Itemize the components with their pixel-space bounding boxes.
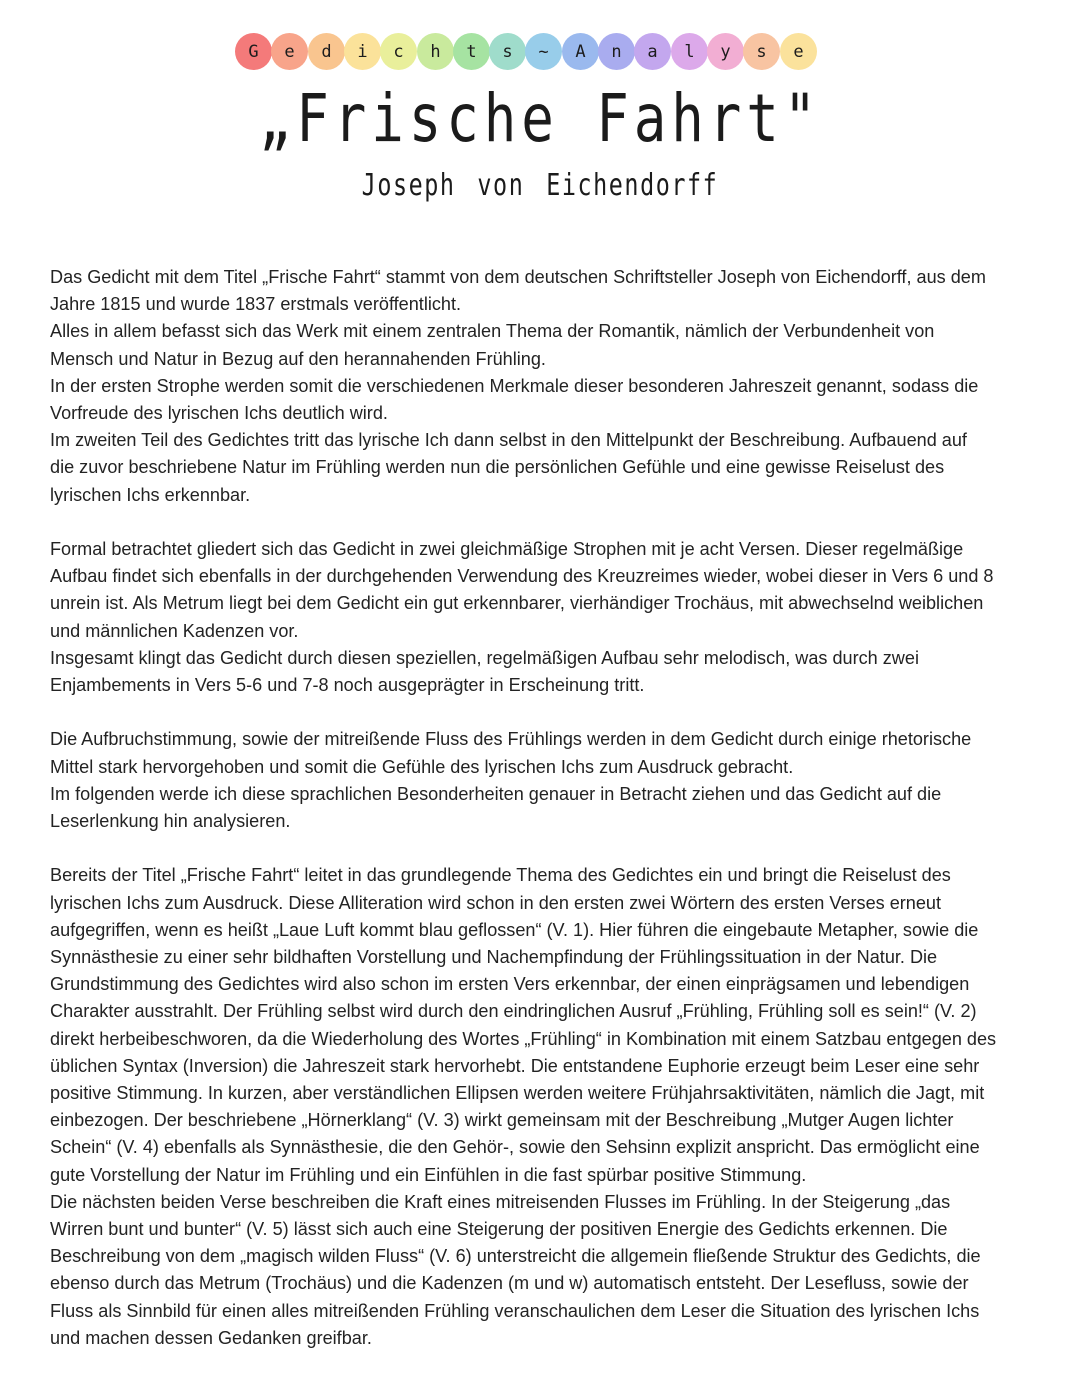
analysis-body xyxy=(50,264,1035,1352)
text-line: In der ersten Strophe werden somit die verschiedenen Merkmale dieser besonderen Jahreszeit genannt, sodass die xyxy=(50,375,979,396)
poem-title: „Frische Fahrt" xyxy=(258,80,822,157)
text-line: Insgesamt klingt das Gedicht durch diesen speziellen, regelmäßigen Aufbau sehr melodisch, was durch zwei xyxy=(50,647,919,668)
text-line: unrein ist. Als Metrum liegt bei dem Gedicht ein gut erkennbarer, vierhändiger Trochäus, mit abwechselnd weiblichen xyxy=(50,593,984,614)
badge-letter: s xyxy=(489,33,526,70)
badge-letter: A xyxy=(562,33,599,70)
text-line: und machen dessen Gedanken greifbar. xyxy=(50,1327,372,1348)
text-line: lyrischen Ichs zum Ausdruck. Diese Alliteration wird schon in den ersten zwei Wörtern des ersten Verses erneut xyxy=(50,892,942,913)
badge-letter: d xyxy=(308,33,345,70)
text-line: die zuvor beschriebene Natur im Frühling werden nun die persönlichen Gefühle und eine gewisse Reiselust des xyxy=(50,457,945,478)
badge-letter: s xyxy=(743,33,780,70)
text-line: Charakter ausstrahlt. Der Frühling selbst wird durch den eindringlichen Ausruf „Frühling, Frühling soll es sein!“ (V. 2) xyxy=(50,1001,977,1022)
text-line: Beschreibung von dem „magisch wilden Fluss“ (V. 6) unterstreicht die allgemein fließende Struktur des Gedichts, die xyxy=(50,1246,981,1267)
badge-letter: ~ xyxy=(525,33,562,70)
text-line: einbezogen. Der beschriebene „Hörnerklang“ (V. 3) wirkt gemeinsam mit der Beschreibung „Mutger Augen lichter xyxy=(50,1110,954,1131)
text-line: Vorfreude des lyrischen Ichs deutlich wird. xyxy=(50,403,388,424)
badge-letter: i xyxy=(344,33,381,70)
text-line: Grundstimmung des Gedichtes wird also schon im ersten Vers erkennbar, der einen einprägsamen und lebendigen xyxy=(50,974,970,995)
text-line: Mittel stark hervorgehoben und somit die Gefühle des lyrischen Ichs zum Ausdruck gebracht. xyxy=(50,756,794,777)
author-last-name: Eichendorff xyxy=(546,168,719,203)
text-line: Wirren bunt und bunter“ (V. 5) lässt sich auch eine Steigerung der positiven Energie des Gedichts erkennen. Die xyxy=(50,1219,948,1240)
text-line: Schein“ (V. 4) ebenfalls als Synnästhesie, die den Gehör-, sowie den Sehsinn explizit anspricht. Das ermöglicht eine xyxy=(50,1137,980,1158)
text-line: Fluss als Sinnbild für einen alles mitreißenden Frühling veranschaulichen dem Leser die Situation des lyrischen Ichs xyxy=(50,1300,980,1321)
paragraph-intro xyxy=(50,264,1035,509)
document-header xyxy=(0,0,1080,240)
badge-letter: a xyxy=(634,33,671,70)
text-line: Im folgenden werde ich diese sprachlichen Besonderheiten genauer in Betracht ziehen und das Gedicht auf die xyxy=(50,783,942,804)
author-particle: von xyxy=(477,168,525,203)
paragraph-spacer xyxy=(50,835,1035,862)
text-line: Aufbau findet sich ebenfalls in der durchgehenden Verwendung des Kreuzreimes wieder, wobei dieser in Vers 6 und 8 xyxy=(50,566,994,587)
text-line: Jahre 1815 und wurde 1837 erstmals veröffentlicht. xyxy=(50,294,462,315)
author-first-name: Joseph xyxy=(361,168,456,203)
gedichtsanalyse-badge-row xyxy=(235,33,835,71)
text-line: Synnästhesie zu einer sehr bildhaften Vorstellung und Nachempfindung der Frühlingssituation in der Natur. Die xyxy=(50,947,938,968)
text-line: Alles in allem befasst sich das Werk mit einem zentralen Thema der Romantik, nämlich der Verbundenheit von xyxy=(50,321,935,342)
badge-letter: t xyxy=(453,33,490,70)
text-line: Mensch und Natur in Bezug auf den herannahenden Frühling. xyxy=(50,348,546,369)
badge-letter: h xyxy=(417,33,454,70)
text-line: Enjambements in Vers 5-6 und 7-8 noch ausgeprägter in Erscheinung tritt. xyxy=(50,675,645,696)
paragraph-transition xyxy=(50,726,1035,835)
badge-letter: y xyxy=(707,33,744,70)
text-line: Formal betrachtet gliedert sich das Gedicht in zwei gleichmäßige Strophen mit je acht Versen. Dieser regelmäßige xyxy=(50,539,964,560)
badge-letter: c xyxy=(380,33,417,70)
text-line: ebenso durch das Metrum (Trochäus) und die Kadenzen (m und w) automatisch entsteht. Der Lesefluss, sowie der xyxy=(50,1273,969,1294)
badge-letter: e xyxy=(271,33,308,70)
paragraph-analysis xyxy=(50,862,1035,1352)
badge-letter: e xyxy=(780,33,817,70)
text-line: Die nächsten beiden Verse beschreiben die Kraft eines mitreisenden Flusses im Frühling. In der Steigerung „das xyxy=(50,1191,951,1212)
text-line: Das Gedicht mit dem Titel „Frische Fahrt“ stammt von dem deutschen Schriftsteller Joseph von Eichendorff, aus dem xyxy=(50,267,986,287)
poem-author xyxy=(119,168,961,203)
text-line: Leserlenkung hin analysieren. xyxy=(50,811,291,832)
badge-letter: n xyxy=(598,33,635,70)
text-line: Bereits der Titel „Frische Fahrt“ leitet in das grundlegende Thema des Gedichtes ein und bringt die Reiselust des xyxy=(50,865,951,886)
badge-letter: G xyxy=(235,33,272,70)
paragraph-spacer xyxy=(50,699,1035,726)
text-line: Die Aufbruchstimmung, sowie der mitreißende Fluss des Frühlings werden in dem Gedicht durch einige rhetorische xyxy=(50,729,972,750)
text-line: direkt herbeibeschworen, da die Wiederholung des Wortes „Frühling“ in Kombination mit einem Satzbau entgegen des xyxy=(50,1028,997,1049)
text-line: lyrischen Ichs erkennbar. xyxy=(50,484,251,505)
paragraph-form xyxy=(50,536,1035,699)
badge-letter: l xyxy=(671,33,708,70)
text-line: Im zweiten Teil des Gedichtes tritt das lyrische Ich dann selbst in den Mittelpunkt der Beschreibung. Aufbauend auf xyxy=(50,430,967,451)
text-line: positive Stimmung. In kurzen, aber verständlichen Ellipsen werden weitere Frühjahrsaktivitäten, nämlich die Jagt, mit xyxy=(50,1083,985,1104)
paragraph-spacer xyxy=(50,509,1035,536)
text-line: üblichen Syntax (Inversion) die Jahreszeit stark hervorhebt. Die entstandene Euphorie erzeugt beim Leser eine sehr xyxy=(50,1055,980,1076)
text-line: und männlichen Kadenzen vor. xyxy=(50,620,299,641)
text-line: gute Vorstellung der Natur im Frühling und ein Einfühlen in die fast spürbar positive Stimmung. xyxy=(50,1164,807,1185)
text-line: aufgegriffen, wenn es heißt „Laue Luft kommt blau geflossen“ (V. 1). Hier führen die eingebaute Metapher, sowie die xyxy=(50,919,979,940)
